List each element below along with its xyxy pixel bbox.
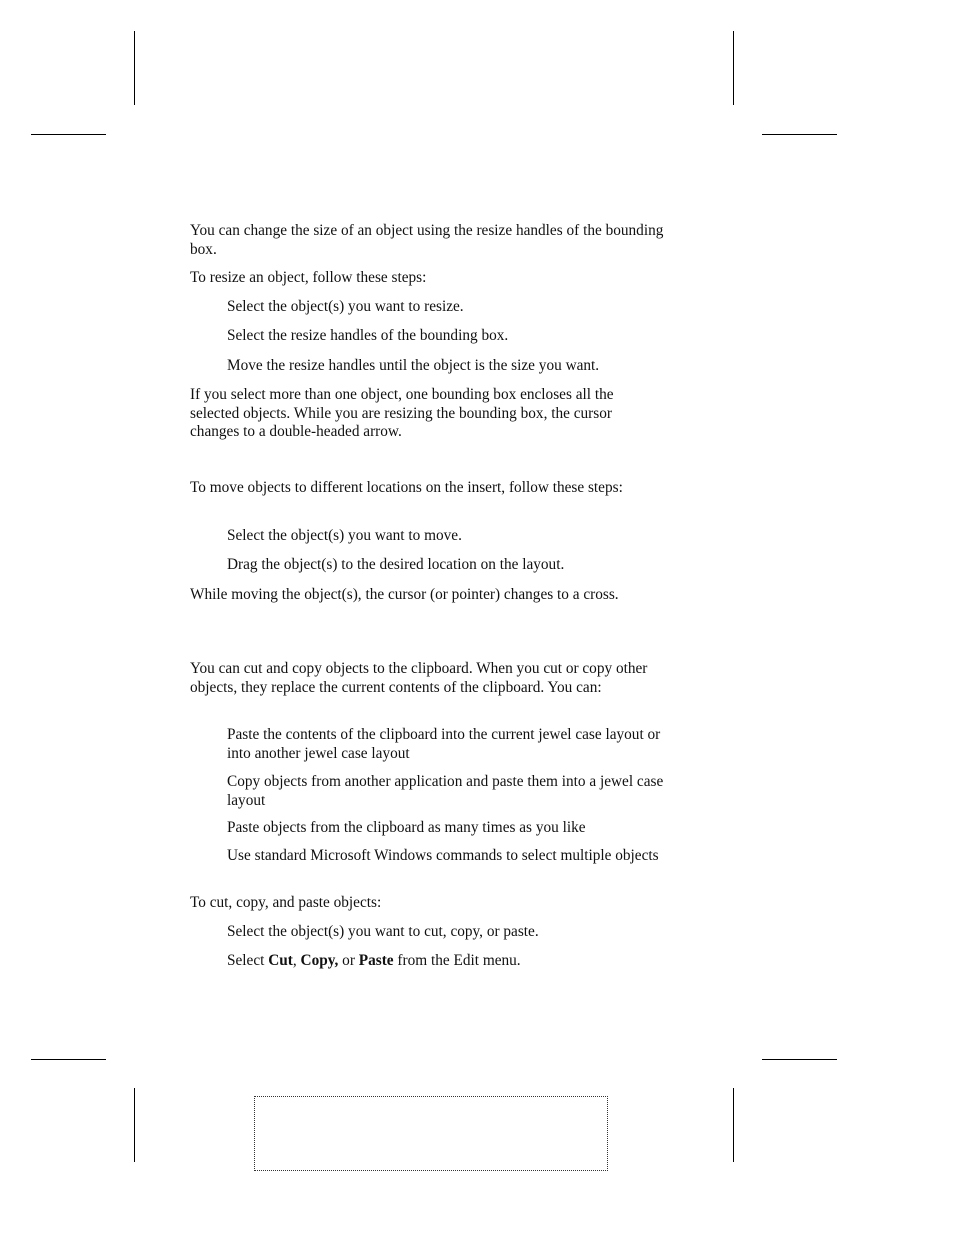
step-text-select: Select <box>227 952 269 969</box>
resize-step-1: Select the object(s) you want to resize. <box>227 298 464 315</box>
crop-mark-top-right-horizontal <box>762 134 837 135</box>
resize-step-2: Select the resize handles of the bounding box. <box>227 327 509 344</box>
crop-mark-bottom-left-horizontal <box>31 1059 106 1060</box>
cut-command: Cut <box>268 952 293 969</box>
crop-mark-bottom-left-vertical <box>134 1088 135 1162</box>
move-step-1: Select the object(s) you want to move. <box>227 527 462 544</box>
clipboard-bullet-4: Use standard Microsoft Windows commands to select multiple objects <box>227 847 659 864</box>
step-text-comma: , <box>292 952 301 969</box>
copy-command: Copy, <box>300 952 339 969</box>
clipboard-step-2 <box>227 952 667 971</box>
clipboard-bullet-2: Copy objects from another application and paste them into a jewel case layout <box>227 773 664 809</box>
paste-command: Paste <box>358 952 394 969</box>
step-text-or: or <box>338 952 359 969</box>
clipboard-lead: To cut, copy, and paste objects: <box>190 894 382 911</box>
move-lead: To move objects to different locations on the insert, follow these steps: <box>190 479 623 496</box>
crop-mark-top-left-horizontal <box>31 134 106 135</box>
clipboard-step-1: Select the object(s) you want to cut, copy, or paste. <box>227 923 539 940</box>
move-note: While moving the object(s), the cursor (or pointer) changes to a cross. <box>190 586 619 603</box>
resize-step-3: Move the resize handles until the object is the size you want. <box>227 357 600 374</box>
resize-intro: You can change the size of an object using the resize handles of the bounding box. <box>190 222 664 258</box>
clipboard-intro: You can cut and copy objects to the clipboard. When you cut or copy other objects, they replace the current contents of the clipboard. You can: <box>190 660 648 696</box>
footer-placeholder-box <box>254 1096 608 1171</box>
clipboard-bullet-1: Paste the contents of the clipboard into the current jewel case layout or into another jewel case layout <box>227 726 661 762</box>
crop-mark-top-right-vertical <box>733 31 734 105</box>
resize-note: If you select more than one object, one bounding box encloses all the selected objects. While you are resizing the bounding box, the cursor changes to a double-headed arrow. <box>190 386 614 441</box>
crop-mark-bottom-right-vertical <box>733 1088 734 1162</box>
crop-mark-bottom-right-horizontal <box>762 1059 837 1060</box>
step-text-tail: from the Edit menu. <box>393 952 521 969</box>
clipboard-bullet-3: Paste objects from the clipboard as many times as you like <box>227 819 586 836</box>
crop-mark-top-left-vertical <box>134 31 135 105</box>
resize-lead: To resize an object, follow these steps: <box>190 269 427 286</box>
move-step-2: Drag the object(s) to the desired location on the layout. <box>227 556 565 573</box>
